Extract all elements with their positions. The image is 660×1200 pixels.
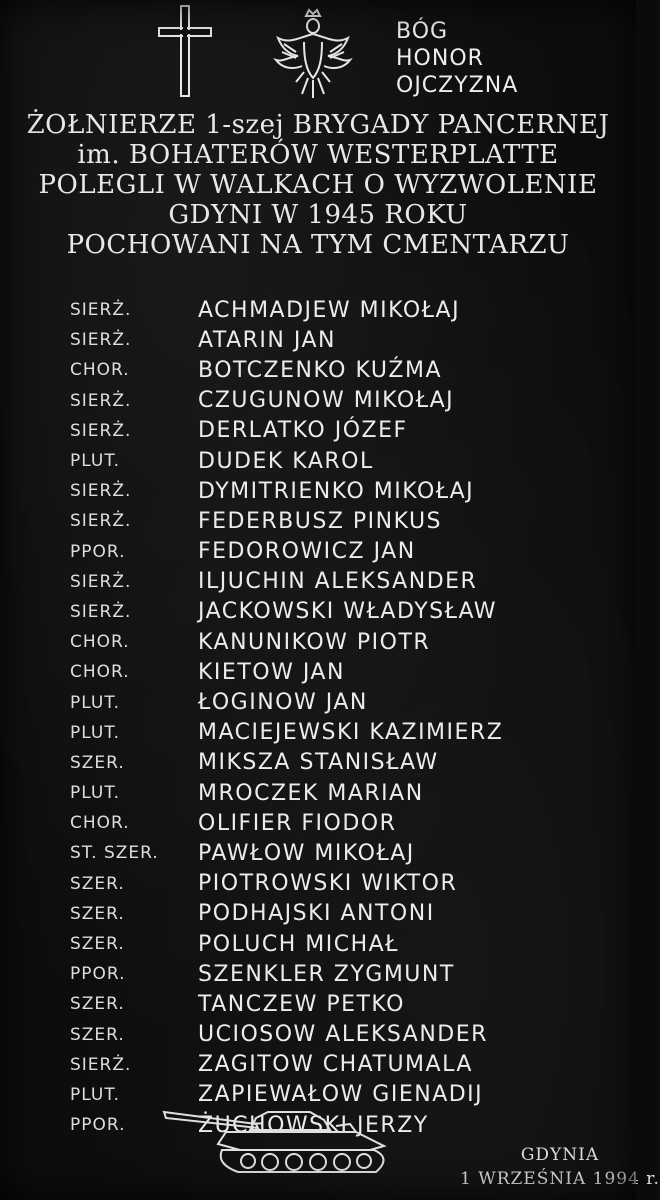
- heading-line: POLEGLI W WALKACH O WYZWOLENIE: [38, 170, 598, 200]
- roster-row: [70, 1020, 503, 1050]
- roster-row: [70, 748, 503, 778]
- rank: SIERŻ.: [70, 571, 132, 592]
- roster-row: [70, 446, 503, 476]
- rank: SIERŻ.: [70, 390, 132, 411]
- rank: PLUT.: [70, 783, 121, 804]
- rank: CHOR.: [70, 632, 130, 653]
- roster-row: [70, 869, 503, 899]
- roster-row: [70, 959, 503, 989]
- roster-row: [70, 355, 503, 385]
- plaque-footer: [460, 1143, 660, 1191]
- inscription-heading: [0, 110, 636, 260]
- rank: PLUT.: [70, 451, 121, 472]
- soldier-name: ZAPIEWAŁOW GIENADIJ: [198, 1082, 484, 1108]
- roster-row: [70, 718, 503, 748]
- soldier-name: PIOTROWSKI WIKTOR: [198, 871, 458, 897]
- roster-row: [70, 537, 503, 567]
- rank: PPOR.: [70, 541, 126, 562]
- rank: SZER.: [70, 994, 125, 1015]
- rank: CHOR.: [70, 360, 130, 381]
- soldier-name: POLUCH MICHAŁ: [198, 931, 400, 957]
- soldier-name: ZAGITOW CHATUMALA: [198, 1052, 473, 1078]
- rank: SIERŻ.: [70, 300, 132, 321]
- rank: PLUT.: [70, 692, 121, 713]
- soldier-name: ATARIN JAN: [198, 327, 336, 353]
- heading-line: im. BOHATERÓW WESTERPLATTE: [77, 140, 559, 170]
- roster-row: [70, 597, 503, 627]
- footer-date: 1 WRZEŚNIA 1994 r.: [460, 1169, 660, 1189]
- soldier-name: ŻUCHOWSKI JERZY: [198, 1112, 429, 1138]
- rank: SZER.: [70, 1024, 125, 1045]
- soldier-name: JACKOWSKI WŁADYSŁAW: [198, 599, 498, 625]
- soldier-name: MIKSZA STANISŁAW: [198, 750, 439, 776]
- rank: SIERŻ.: [70, 481, 132, 502]
- soldier-name: DUDEK KAROL: [198, 448, 374, 474]
- motto-line: OJCZYZNA: [396, 73, 519, 98]
- rank: SIERŻ.: [70, 601, 132, 622]
- soldier-name: PAWŁOW MIKOŁAJ: [198, 840, 415, 866]
- soldier-name: KIETOW JAN: [198, 659, 345, 685]
- footer-place: GDYNIA: [520, 1145, 600, 1165]
- rank: SZER.: [70, 873, 125, 894]
- polish-eagle-icon: [268, 8, 358, 108]
- soldier-name: OLIFIER FIODOR: [198, 810, 397, 836]
- roster-list: [70, 295, 503, 1140]
- soldier-name: BOTCZENKO KUŹMA: [198, 357, 443, 383]
- rank: CHOR.: [70, 662, 130, 683]
- roster-row: [70, 838, 503, 868]
- roster-row: [70, 989, 503, 1019]
- rank: PLUT.: [70, 1084, 121, 1105]
- roster-row: [70, 929, 503, 959]
- motto-line: HONOR: [396, 46, 484, 71]
- soldier-name: FEDOROWICZ JAN: [198, 539, 416, 565]
- roster-row: [70, 476, 503, 506]
- roster-row: [70, 1050, 503, 1080]
- cross-icon: [155, 4, 215, 99]
- soldier-name: DERLATKO JÓZEF: [198, 418, 408, 444]
- roster-row: [70, 386, 503, 416]
- soldier-name: TANCZEW PETKO: [198, 991, 405, 1017]
- soldier-name: MROCZEK MARIAN: [198, 780, 424, 806]
- soldier-name: PODHAJSKI ANTONI: [198, 901, 435, 927]
- roster-row: [70, 657, 503, 687]
- roster-row: [70, 687, 503, 717]
- soldier-name: DYMITRIENKO MIKOŁAJ: [198, 478, 475, 504]
- heading-line: GDYNI W 1945 ROKU: [168, 200, 468, 230]
- rank: CHOR.: [70, 813, 130, 834]
- motto-line: BÓG: [396, 19, 449, 44]
- roster-row: [70, 506, 503, 536]
- soldier-name: KANUNIKOW PIOTR: [198, 629, 431, 655]
- soldier-name: ŁOGINOW JAN: [198, 690, 368, 716]
- rank: SZER.: [70, 752, 125, 773]
- rank: PPOR.: [70, 964, 126, 985]
- heading-line: ŻOŁNIERZE 1-szej BRYGADY PANCERNEJ: [26, 110, 610, 140]
- motto: [396, 18, 518, 99]
- roster-row: [70, 778, 503, 808]
- rank: SZER.: [70, 934, 125, 955]
- rank: ST. SZER.: [70, 843, 159, 864]
- rank: SIERŻ.: [70, 511, 132, 532]
- soldier-name: FEDERBUSZ PINKUS: [198, 508, 443, 534]
- soldier-name: SZENKLER ZYGMUNT: [198, 961, 455, 987]
- rank: SIERŻ.: [70, 1054, 132, 1075]
- roster-row: [70, 808, 503, 838]
- roster-row: [70, 567, 503, 597]
- roster-row: [70, 627, 503, 657]
- rank: SZER.: [70, 903, 125, 924]
- rank: SIERŻ.: [70, 420, 132, 441]
- rank: PLUT.: [70, 722, 121, 743]
- soldier-name: CZUGUNOW MIKOŁAJ: [198, 388, 455, 414]
- heading-line: POCHOWANI NA TYM CMENTARZU: [66, 230, 570, 260]
- tank-icon: [160, 1098, 400, 1178]
- soldier-name: MACIEJEWSKI KAZIMIERZ: [198, 720, 504, 746]
- roster-row: [70, 899, 503, 929]
- rank: SIERŻ.: [70, 330, 132, 351]
- soldier-name: UCIOSOW ALEKSANDER: [198, 1022, 488, 1048]
- roster-row: [70, 295, 503, 325]
- soldier-name: ACHMADJEW MIKOŁAJ: [198, 297, 461, 323]
- soldier-name: ILJUCHIN ALEKSANDER: [198, 569, 478, 595]
- rank: PPOR.: [70, 1115, 126, 1136]
- roster-row: [70, 416, 503, 446]
- roster-row: [70, 325, 503, 355]
